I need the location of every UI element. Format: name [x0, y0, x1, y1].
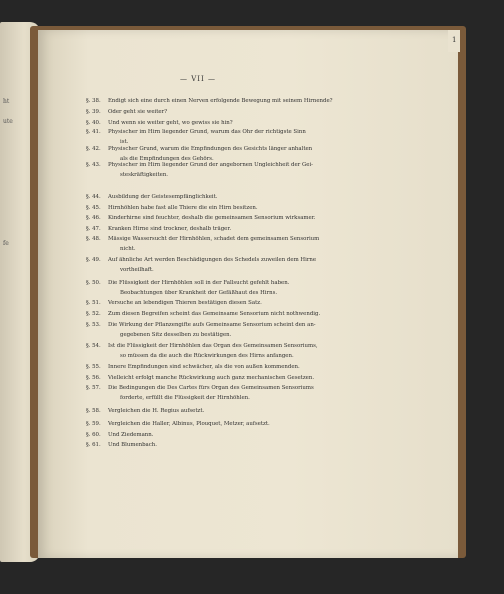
list-item [86, 375, 446, 382]
entry-text: Physischer Grund, warum die Empfindungen des Gesichts länger anhalten [108, 146, 313, 152]
entry-text: Hirnhöhlen habe fast alle Thiere die ein Hirn besitzen. [108, 205, 258, 211]
list-item [86, 364, 446, 371]
section-number: §. 58. [86, 408, 101, 414]
list-item [86, 432, 446, 439]
list-item [86, 442, 446, 449]
section-number: §. 54. [86, 343, 101, 349]
entry-continuation: als die Empfindungen des Gehörs. [120, 156, 214, 162]
entry-text: Die Wirkung der Pflanzengifte aufs Gemeinsame Sensorium scheint den an- [108, 322, 316, 328]
list-item [86, 257, 446, 264]
entry-text: Und wenn sie weiter geht, wo gewiss sie hin? [108, 120, 233, 126]
list-item [86, 408, 446, 415]
section-number: §. 43. [86, 162, 101, 168]
entry-text: Und Ziedemann. [108, 432, 154, 438]
list-item [86, 421, 446, 428]
list-item [86, 236, 446, 243]
entry-text: Vergleichen die Haller, Albinus, Plouquet, Metzer, aufsetzt. [108, 421, 270, 427]
entry-text: Ausbildung der Geistesempfänglichkeit. [108, 194, 218, 200]
list-item [86, 215, 446, 222]
entry-text: Physischer im Hirn liegender Grund, warum das Ohr der richtigste Sinn [108, 129, 306, 135]
list-item [86, 194, 446, 201]
section-number: §. 41. [86, 129, 101, 135]
left-page-fragment: ht [3, 98, 10, 105]
list-item [86, 120, 446, 127]
list-item [86, 322, 446, 329]
list-item [86, 205, 446, 212]
section-number: §. 60. [86, 432, 101, 438]
entry-continuation: steskräftigkeiten. [120, 172, 169, 178]
entry-text: Auf ähnliche Art werden Beschädigungen des Schedels zuweilen dem Hirne [108, 257, 317, 263]
list-item [86, 385, 446, 392]
entry-continuation: vortheilhaft. [120, 267, 154, 273]
section-number: §. 46. [86, 215, 101, 221]
section-number: §. 49. [86, 257, 101, 263]
entry-text: Oder geht sie weiter? [108, 109, 168, 115]
entry-text: Mässige Wassersucht der Hirnhöhlen, schadet dem gemeinsamen Sensorium [108, 236, 320, 242]
section-number: §. 38. [86, 98, 101, 104]
section-number: §. 53. [86, 322, 101, 328]
entry-text: Vielleicht erfolgt manche Rückwirkung auch ganz mechanischen Gesetzen. [108, 375, 315, 381]
entry-continuation: Beobachtungen über Krankheit der Gefäßhaut des Hirns. [120, 290, 278, 296]
corner-mark: 1 [452, 36, 457, 44]
page-header: — VII — [180, 75, 217, 83]
section-number: §. 40. [86, 120, 101, 126]
entry-text: Kinderhirne sind feuchter, deshalb die gemeinsamen Sensorium wirksamer. [108, 215, 316, 221]
section-number: §. 52. [86, 311, 101, 317]
section-number: §. 61. [86, 442, 101, 448]
section-number: §. 55. [86, 364, 101, 370]
section-number: §. 59. [86, 421, 101, 427]
entry-continuation: nicht. [120, 246, 136, 252]
entry-text: Physischer im Hirn liegender Grund der angebornen Ungleichheit der Gei- [108, 162, 313, 168]
list-item [86, 129, 446, 136]
list-item [86, 311, 446, 318]
entry-text: Vergleichen die H. Regius aufsetzt. [108, 408, 205, 414]
list-item [86, 98, 446, 105]
section-number: §. 57. [86, 385, 101, 391]
entry-continuation: forderte, erfüllt die Flüssigkeit der Hirnhöhlen. [120, 395, 250, 401]
entry-text: Ist die Flüssigkeit der Hirnhöhlen das Organ des Gemeinsamen Sensoriums, [108, 343, 318, 349]
section-number: §. 51. [86, 300, 101, 306]
entry-continuation: gegebenen Sitz desselben zu bestätigen. [120, 332, 232, 338]
entry-text: Kranken Hirne sind trockner, deshalb träger. [108, 226, 232, 232]
entry-text: Innere Empfindungen sind schwächer, als die von außen kommenden. [108, 364, 300, 370]
section-number: §. 47. [86, 226, 101, 232]
section-number: §. 48. [86, 236, 101, 242]
list-item [86, 226, 446, 233]
entry-text: Versuche an lebendigen Thieren bestätigen diesen Satz. [108, 300, 262, 306]
section-number: §. 44. [86, 194, 101, 200]
list-item [86, 300, 446, 307]
section-number: §. 50. [86, 280, 101, 286]
entry-continuation: ist. [120, 139, 129, 145]
entry-continuation: so müssen da die auch die Rückwirkungen des Hirns anfangen. [120, 353, 294, 359]
entry-text: Die Bedingungen die Des Cartes fürs Organ des Gemeinsamen Sensoriums [108, 385, 314, 391]
left-page-fragment: fe [3, 240, 9, 247]
list-item [86, 280, 446, 287]
list-item [86, 146, 446, 153]
list-item [86, 343, 446, 350]
entry-text: Zum diesen Begreifen scheint das Gemeinsame Sensorium nicht nothwendig. [108, 311, 321, 317]
list-item [86, 162, 446, 169]
entry-text: Endigt sich eine durch einen Nerven erfolgende Bewegung mit seinem Hirnende? [108, 98, 333, 104]
left-page-fragment: ute [3, 118, 13, 125]
entry-text: Und Blumenbach. [108, 442, 157, 448]
section-number: §. 39. [86, 109, 101, 115]
section-number: §. 45. [86, 205, 101, 211]
list-item [86, 109, 446, 116]
section-number: §. 56. [86, 375, 101, 381]
entry-text: Die Flüssigkeit der Hirnhöhlen soll in der Fallsucht gefehlt haben. [108, 280, 290, 286]
section-number: §. 42. [86, 146, 101, 152]
